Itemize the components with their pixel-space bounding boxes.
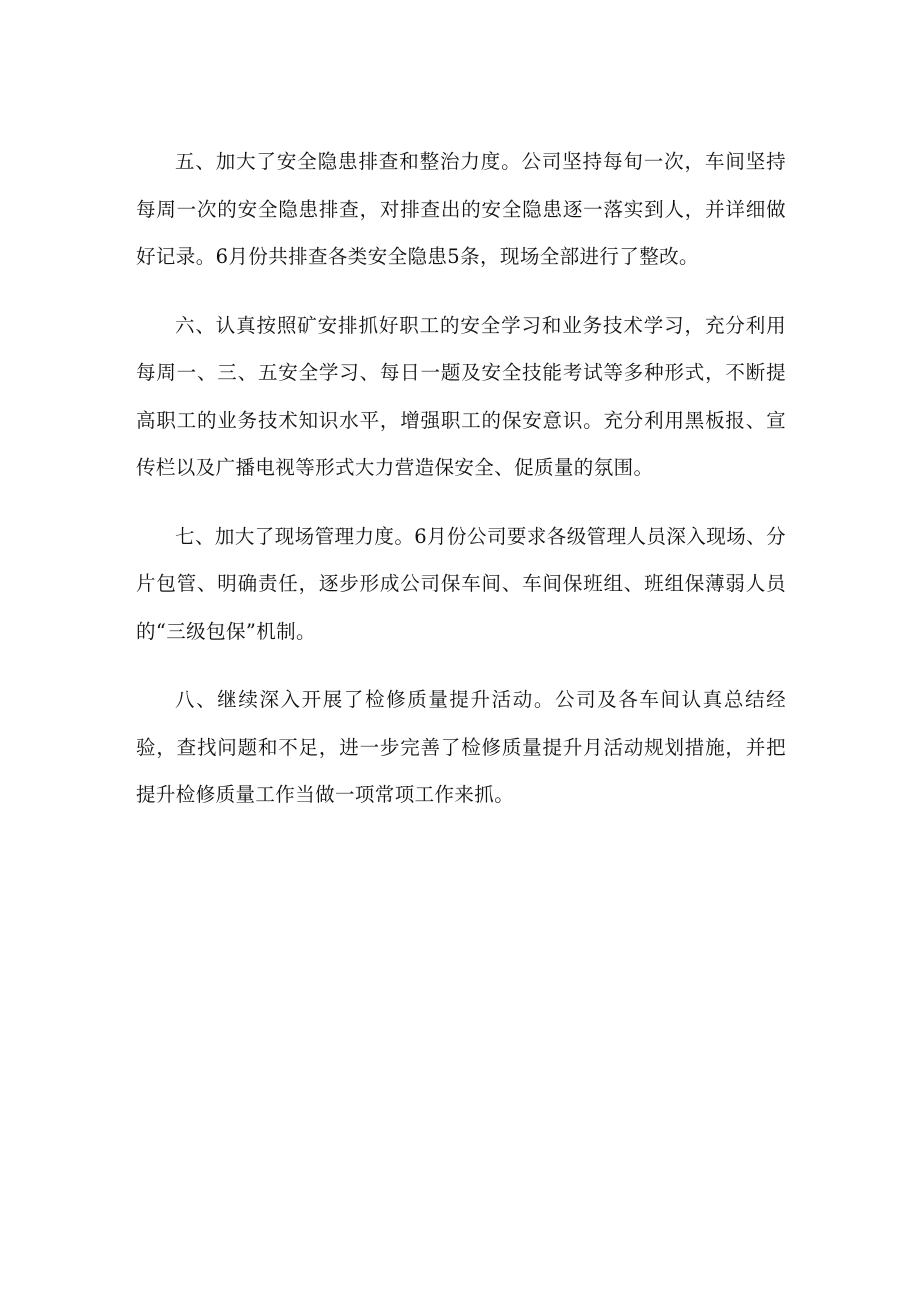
paragraph-eight: 八、继续深入开展了检修质量提升活动。公司及各车间认真总结经验，查找问题和不足，进一步完善了检修质量提升月活动规划措施，并把提升检修质量工作当做一项常项工作来抓。 [136, 688, 786, 806]
paragraph-six: 六、认真按照矿安排抓好职工的安全学习和业务技术学习，充分利用每周一、三、五安全学习、每日一题及安全技能考试等多种形式，不断提高职工的业务技术知识水平，增强职工的保安意识。充分利用黑板报、宣传栏以及广播电视等形式大力营造保安全、促质量的氛围。 [136, 313, 786, 479]
paragraph-five: 五、加大了安全隐患排查和整治力度。公司坚持每旬一次，车间坚持每周一次的安全隐患排查，对排查出的安全隐患逐一落实到人，并详细做好记录。6月份共排查各类安全隐患5条，现场全部进行了整改。 [136, 150, 786, 268]
document-body [136, 138, 786, 840]
paragraph-seven: 七、加大了现场管理力度。6月份公司要求各级管理人员深入现场、分片包管、明确责任，逐步形成公司保车间、车间保班组、班组保薄弱人员的“三级包保”机制。 [136, 524, 786, 643]
